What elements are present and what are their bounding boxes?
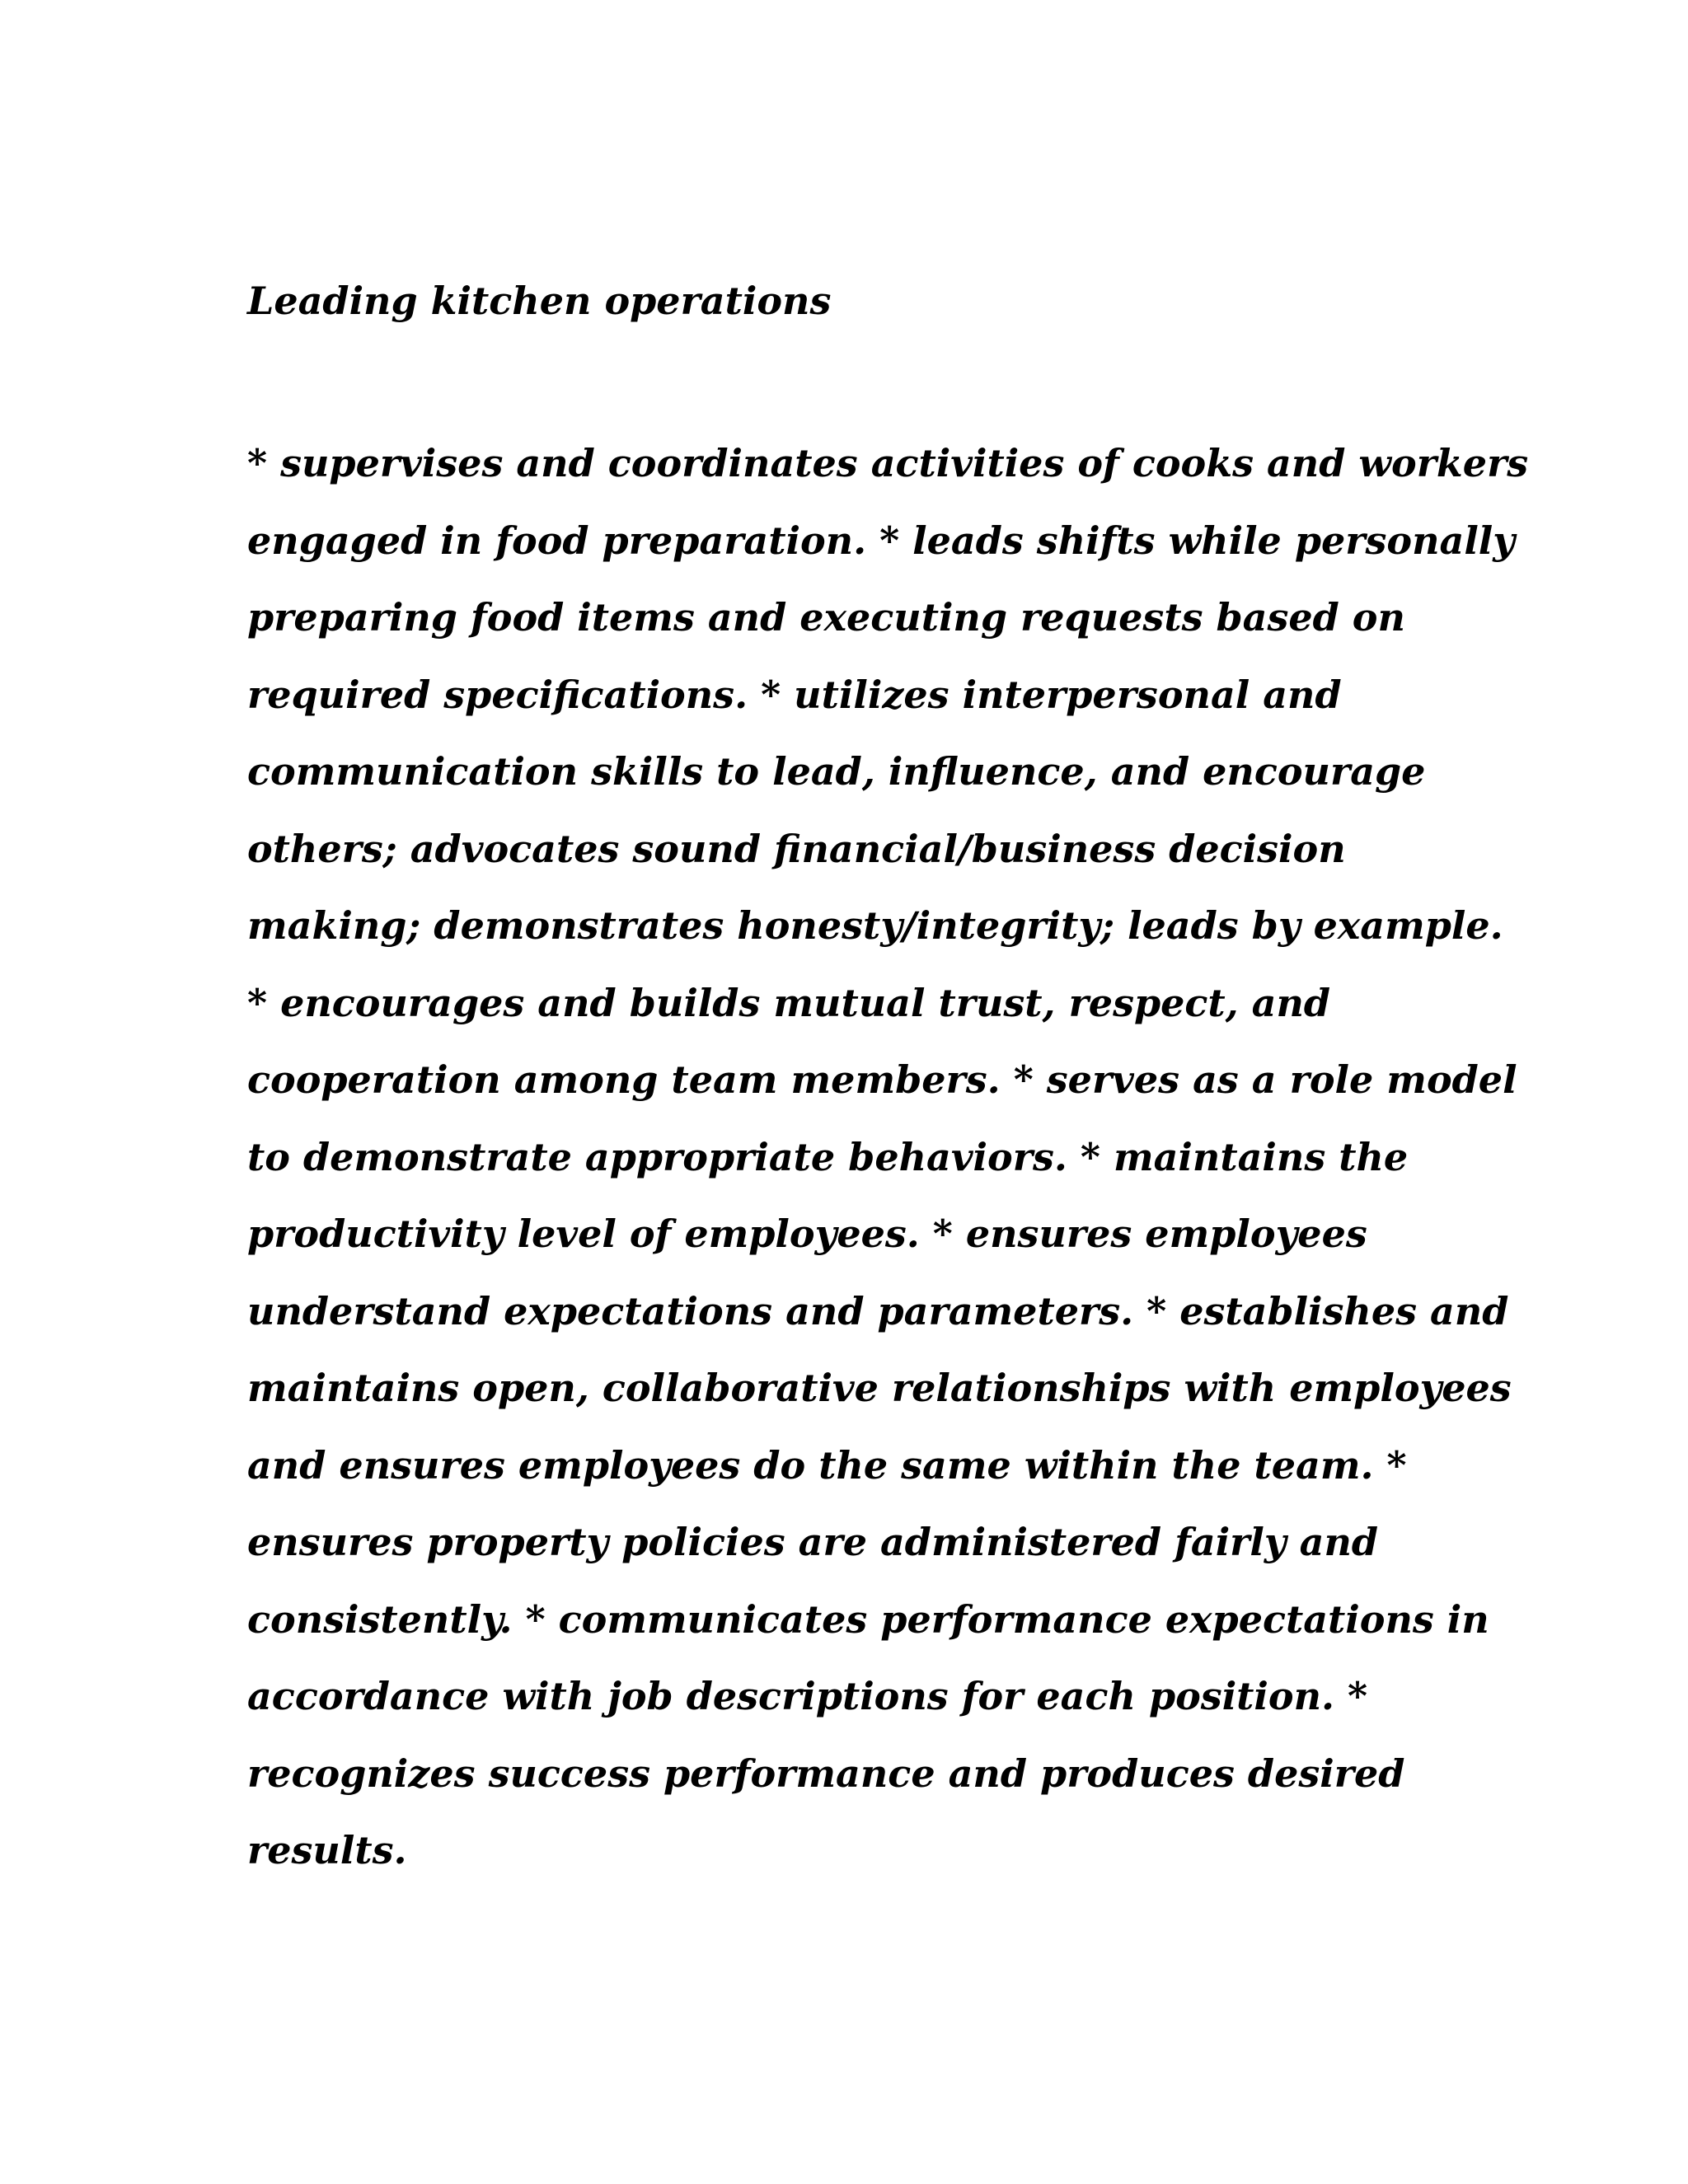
body-line: * encourages and builds mutual trust, respect, and (247, 980, 1331, 1025)
body-line: maintains open, collaborative relationships with employees (247, 1366, 1512, 1410)
body-line: cooperation among team members. * serves as a role model (247, 1057, 1517, 1102)
body-line: results. (247, 1828, 407, 1872)
body-line: * supervises and coordinates activities of cooks and workers (247, 441, 1529, 485)
body-line: recognizes success performance and produces desired (247, 1750, 1405, 1796)
body-line: consistently. * communicates performance expectations in (247, 1596, 1489, 1642)
body-line: productivity level of employees. * ensures employees (247, 1212, 1367, 1256)
document-body (247, 425, 1529, 1890)
body-line: making; demonstrates honesty/integrity; leads by example. (247, 903, 1503, 948)
document-heading: Leading kitchen operations (247, 279, 832, 323)
body-line: and ensures employees do the same within the team. * (247, 1442, 1407, 1488)
body-line: preparing food items and executing requests based on (247, 595, 1405, 640)
body-line: understand expectations and parameters. * establishes and (247, 1288, 1509, 1333)
body-line: engaged in food preparation. * leads shifts while personally (247, 518, 1516, 563)
body-line: accordance with job descriptions for each position. * (247, 1674, 1368, 1718)
body-line: ensures property policies are administered fairly and (247, 1520, 1379, 1564)
body-line: to demonstrate appropriate behaviors. * maintains the (247, 1134, 1409, 1179)
body-line: required specifications. * utilizes interpersonal and (247, 672, 1342, 717)
body-line: communication skills to lead, influence, and encourage (247, 749, 1426, 794)
body-line: others; advocates sound financial/business decision (247, 826, 1346, 871)
